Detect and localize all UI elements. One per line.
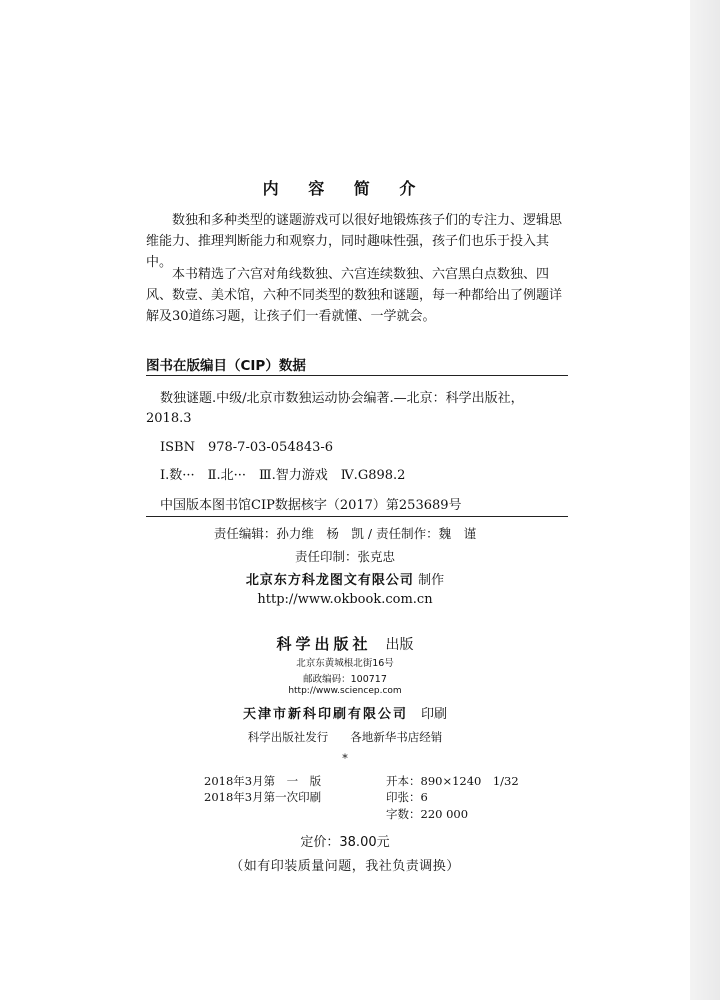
cip-record-year: 2018.3 [146, 411, 192, 426]
spec-sheets: 印张：6 [386, 790, 428, 804]
cip-classification: Ⅰ.数··· Ⅱ.北··· Ⅲ.智力游戏 Ⅳ.G898.2 [160, 468, 406, 483]
spec-format: 开本：890×1240 1/32 [386, 774, 519, 788]
spec-edition: 2018年3月第 一 版 [204, 774, 322, 788]
producer-name: 北京东方科龙图文有限公司 [245, 573, 414, 588]
page-edge [690, 0, 720, 1000]
distribution-line [0, 729, 690, 745]
cip-core-number: 中国版本图书馆CIP数据核字（2017）第253689号 [160, 498, 462, 513]
cip-top-rule [146, 375, 568, 376]
seller-text: 各地新华书店经销 [350, 730, 443, 744]
separator-star: * [342, 752, 348, 765]
issuer-text: 科学出版社发行 [247, 730, 329, 744]
producer-credit [0, 569, 690, 588]
cip-title: 图书在版编目（CIP）数据 [146, 358, 306, 374]
publisher-address: 北京东黄城根北街16号 [296, 658, 394, 669]
publisher-name: 科学出版社 [276, 635, 372, 653]
cip-bottom-rule [146, 516, 568, 517]
intro-paragraph-2-text: 本书精选了六宫对角线数独、六宫连续数独、六宫黑白点数独、四风、数壹、美术馆，六种不同类型的数独和谜题，每一种都给出了例题详解及30道练习题，让孩子们一看就懂、一学就会。 [146, 267, 563, 324]
publisher-credit [0, 633, 690, 654]
spec-printing: 2018年3月第一次印刷 [204, 790, 322, 804]
price: 定价：38.00元 [300, 835, 390, 850]
editors-credit: 责任编辑：孙力维 杨 凯 / 责任制作：魏 谨 [213, 526, 477, 541]
defect-exchange-note: （如有印装质量问题，我社负责调换） [230, 859, 460, 874]
intro-paragraph-1-text: 数独和多种类型的谜题游戏可以很好地锻炼孩子们的专注力、逻辑思维能力、推理判断能力和观察力，同时趣味性强，孩子们也乐于投入其中。 [146, 213, 563, 270]
publisher-url: http://www.sciencep.com [288, 686, 402, 696]
spec-word-count: 字数：220 000 [386, 807, 469, 821]
printer-role: 印刷 [408, 707, 448, 722]
publisher-role: 出版 [371, 637, 414, 653]
print-responsible-credit: 责任印制：张克忠 [294, 549, 395, 564]
printer-credit [0, 703, 690, 722]
cip-record-line: 数独谜题.中级/北京市数独运动协会编著.—北京：科学出版社， [160, 391, 524, 406]
section-heading: 内 容 简 介 [262, 179, 428, 198]
producer-url: http://www.okbook.com.cn [257, 592, 433, 607]
cip-isbn: ISBN 978-7-03-054843-6 [160, 440, 334, 455]
printer-name: 天津市新科印刷有限公司 [242, 707, 408, 722]
intro-paragraph-2 [146, 264, 566, 327]
producer-role: 制作 [413, 573, 445, 588]
publisher-postcode: 邮政编码：100717 [303, 674, 387, 685]
